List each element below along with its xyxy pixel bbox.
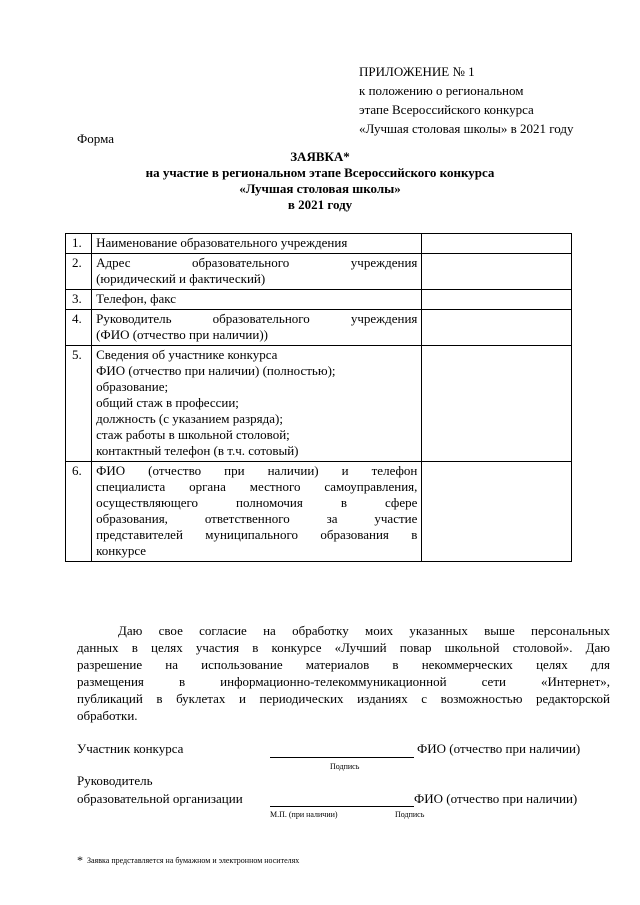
row-value-cell[interactable] bbox=[422, 462, 572, 562]
row-text: образование; bbox=[96, 379, 169, 394]
application-table bbox=[65, 233, 572, 562]
row-text: Адрес образовательного учреждения bbox=[96, 255, 418, 270]
row-text: общий стаж в профессии; bbox=[96, 395, 239, 410]
row-text: осуществляющего полномочия в сфере bbox=[96, 495, 418, 510]
row-description bbox=[92, 462, 422, 562]
title-line: «Лучшая столовая школы» bbox=[239, 181, 401, 196]
row-text: Телефон, факс bbox=[96, 291, 177, 306]
row-value-cell[interactable] bbox=[422, 254, 572, 290]
consent-line: размещения в информационно-телекоммуникационной сети «Интернет», bbox=[77, 674, 610, 689]
row-description bbox=[92, 290, 422, 310]
consent-line: публикаций в буклетах и периодических изданиях с возможностью редакторской bbox=[77, 691, 610, 706]
row-text: ФИО (отчество при наличии) и телефон bbox=[96, 463, 418, 478]
row-text: образования, ответственного за участие bbox=[96, 511, 418, 526]
document-title bbox=[0, 149, 640, 213]
row-description bbox=[92, 254, 422, 290]
row-text: должность (с указанием разряда); bbox=[96, 411, 283, 426]
row-value-cell[interactable] bbox=[422, 290, 572, 310]
table-row bbox=[66, 254, 572, 290]
row-text: (ФИО (отчество при наличии)) bbox=[96, 327, 269, 342]
row-description bbox=[92, 234, 422, 254]
table-row bbox=[66, 234, 572, 254]
stamp-caption: М.П. (при наличии) bbox=[270, 810, 338, 819]
table-row bbox=[66, 346, 572, 462]
row-text: Сведения об участнике конкурса bbox=[96, 347, 278, 362]
row-number: 1. bbox=[66, 234, 92, 254]
participant-fio-label: ФИО (отчество при наличии) bbox=[417, 741, 581, 756]
row-description bbox=[92, 310, 422, 346]
row-text: Наименование образовательного учреждения bbox=[96, 235, 348, 250]
row-number: 6. bbox=[66, 462, 92, 562]
consent-line: разрешение на использование материалов в некоммерческих целях для bbox=[77, 657, 610, 672]
consent-paragraph bbox=[77, 622, 610, 724]
row-value-cell[interactable] bbox=[422, 234, 572, 254]
row-text: Руководитель образовательного учреждения bbox=[96, 311, 418, 326]
row-text: специалиста органа местного самоуправления, bbox=[96, 479, 418, 494]
row-number: 5. bbox=[66, 346, 92, 462]
row-number: 3. bbox=[66, 290, 92, 310]
head-org-label: образовательной организации bbox=[77, 791, 243, 806]
annex-title: ПРИЛОЖЕНИЕ № 1 bbox=[359, 64, 475, 79]
annex-line: к положению о региональном bbox=[359, 83, 524, 98]
head-signature-line[interactable] bbox=[270, 806, 414, 807]
footnote-mark: * bbox=[77, 853, 83, 867]
head-fio-label: ФИО (отчество при наличии) bbox=[414, 791, 578, 806]
row-description bbox=[92, 346, 422, 462]
title-heading: ЗАЯВКА* bbox=[290, 149, 350, 164]
row-number: 4. bbox=[66, 310, 92, 346]
footnote-text: Заявка представляется на бумажном и электронном носителях bbox=[87, 856, 300, 865]
table-row bbox=[66, 462, 572, 562]
footnote bbox=[77, 853, 299, 868]
consent-line: обработки. bbox=[77, 708, 138, 723]
row-text: представителей муниципального образования в bbox=[96, 527, 418, 542]
consent-line: данных в целях участия в конкурсе «Лучший повар школьной столовой». Даю bbox=[77, 640, 610, 655]
row-number: 2. bbox=[66, 254, 92, 290]
consent-line: Даю свое согласие на обработку моих указанных выше персональных bbox=[118, 623, 610, 638]
head-signature-caption: Подпись bbox=[395, 810, 425, 819]
participant-signature-line[interactable] bbox=[270, 757, 414, 758]
annex-block bbox=[359, 62, 573, 138]
participant-signature-caption: Подпись bbox=[330, 762, 360, 771]
row-value-cell[interactable] bbox=[422, 346, 572, 462]
row-value-cell[interactable] bbox=[422, 310, 572, 346]
form-label: Форма bbox=[77, 131, 114, 146]
row-text: стаж работы в школьной столовой; bbox=[96, 427, 290, 442]
row-text: (юридический и фактический) bbox=[96, 271, 266, 286]
head-label: Руководитель bbox=[77, 773, 153, 788]
table-row bbox=[66, 310, 572, 346]
row-text: конкурсе bbox=[96, 543, 147, 558]
title-line: в 2021 году bbox=[287, 197, 353, 212]
table-row bbox=[66, 290, 572, 310]
annex-line: «Лучшая столовая школы» в 2021 году bbox=[359, 121, 574, 136]
annex-line: этапе Всероссийского конкурса bbox=[359, 102, 534, 117]
participant-label: Участник конкурса bbox=[77, 741, 184, 756]
title-line: на участие в региональном этапе Всероссийского конкурса bbox=[145, 165, 495, 180]
row-text: ФИО (отчество при наличии) (полностью); bbox=[96, 363, 336, 378]
row-text: контактный телефон (в т.ч. сотовый) bbox=[96, 443, 299, 458]
